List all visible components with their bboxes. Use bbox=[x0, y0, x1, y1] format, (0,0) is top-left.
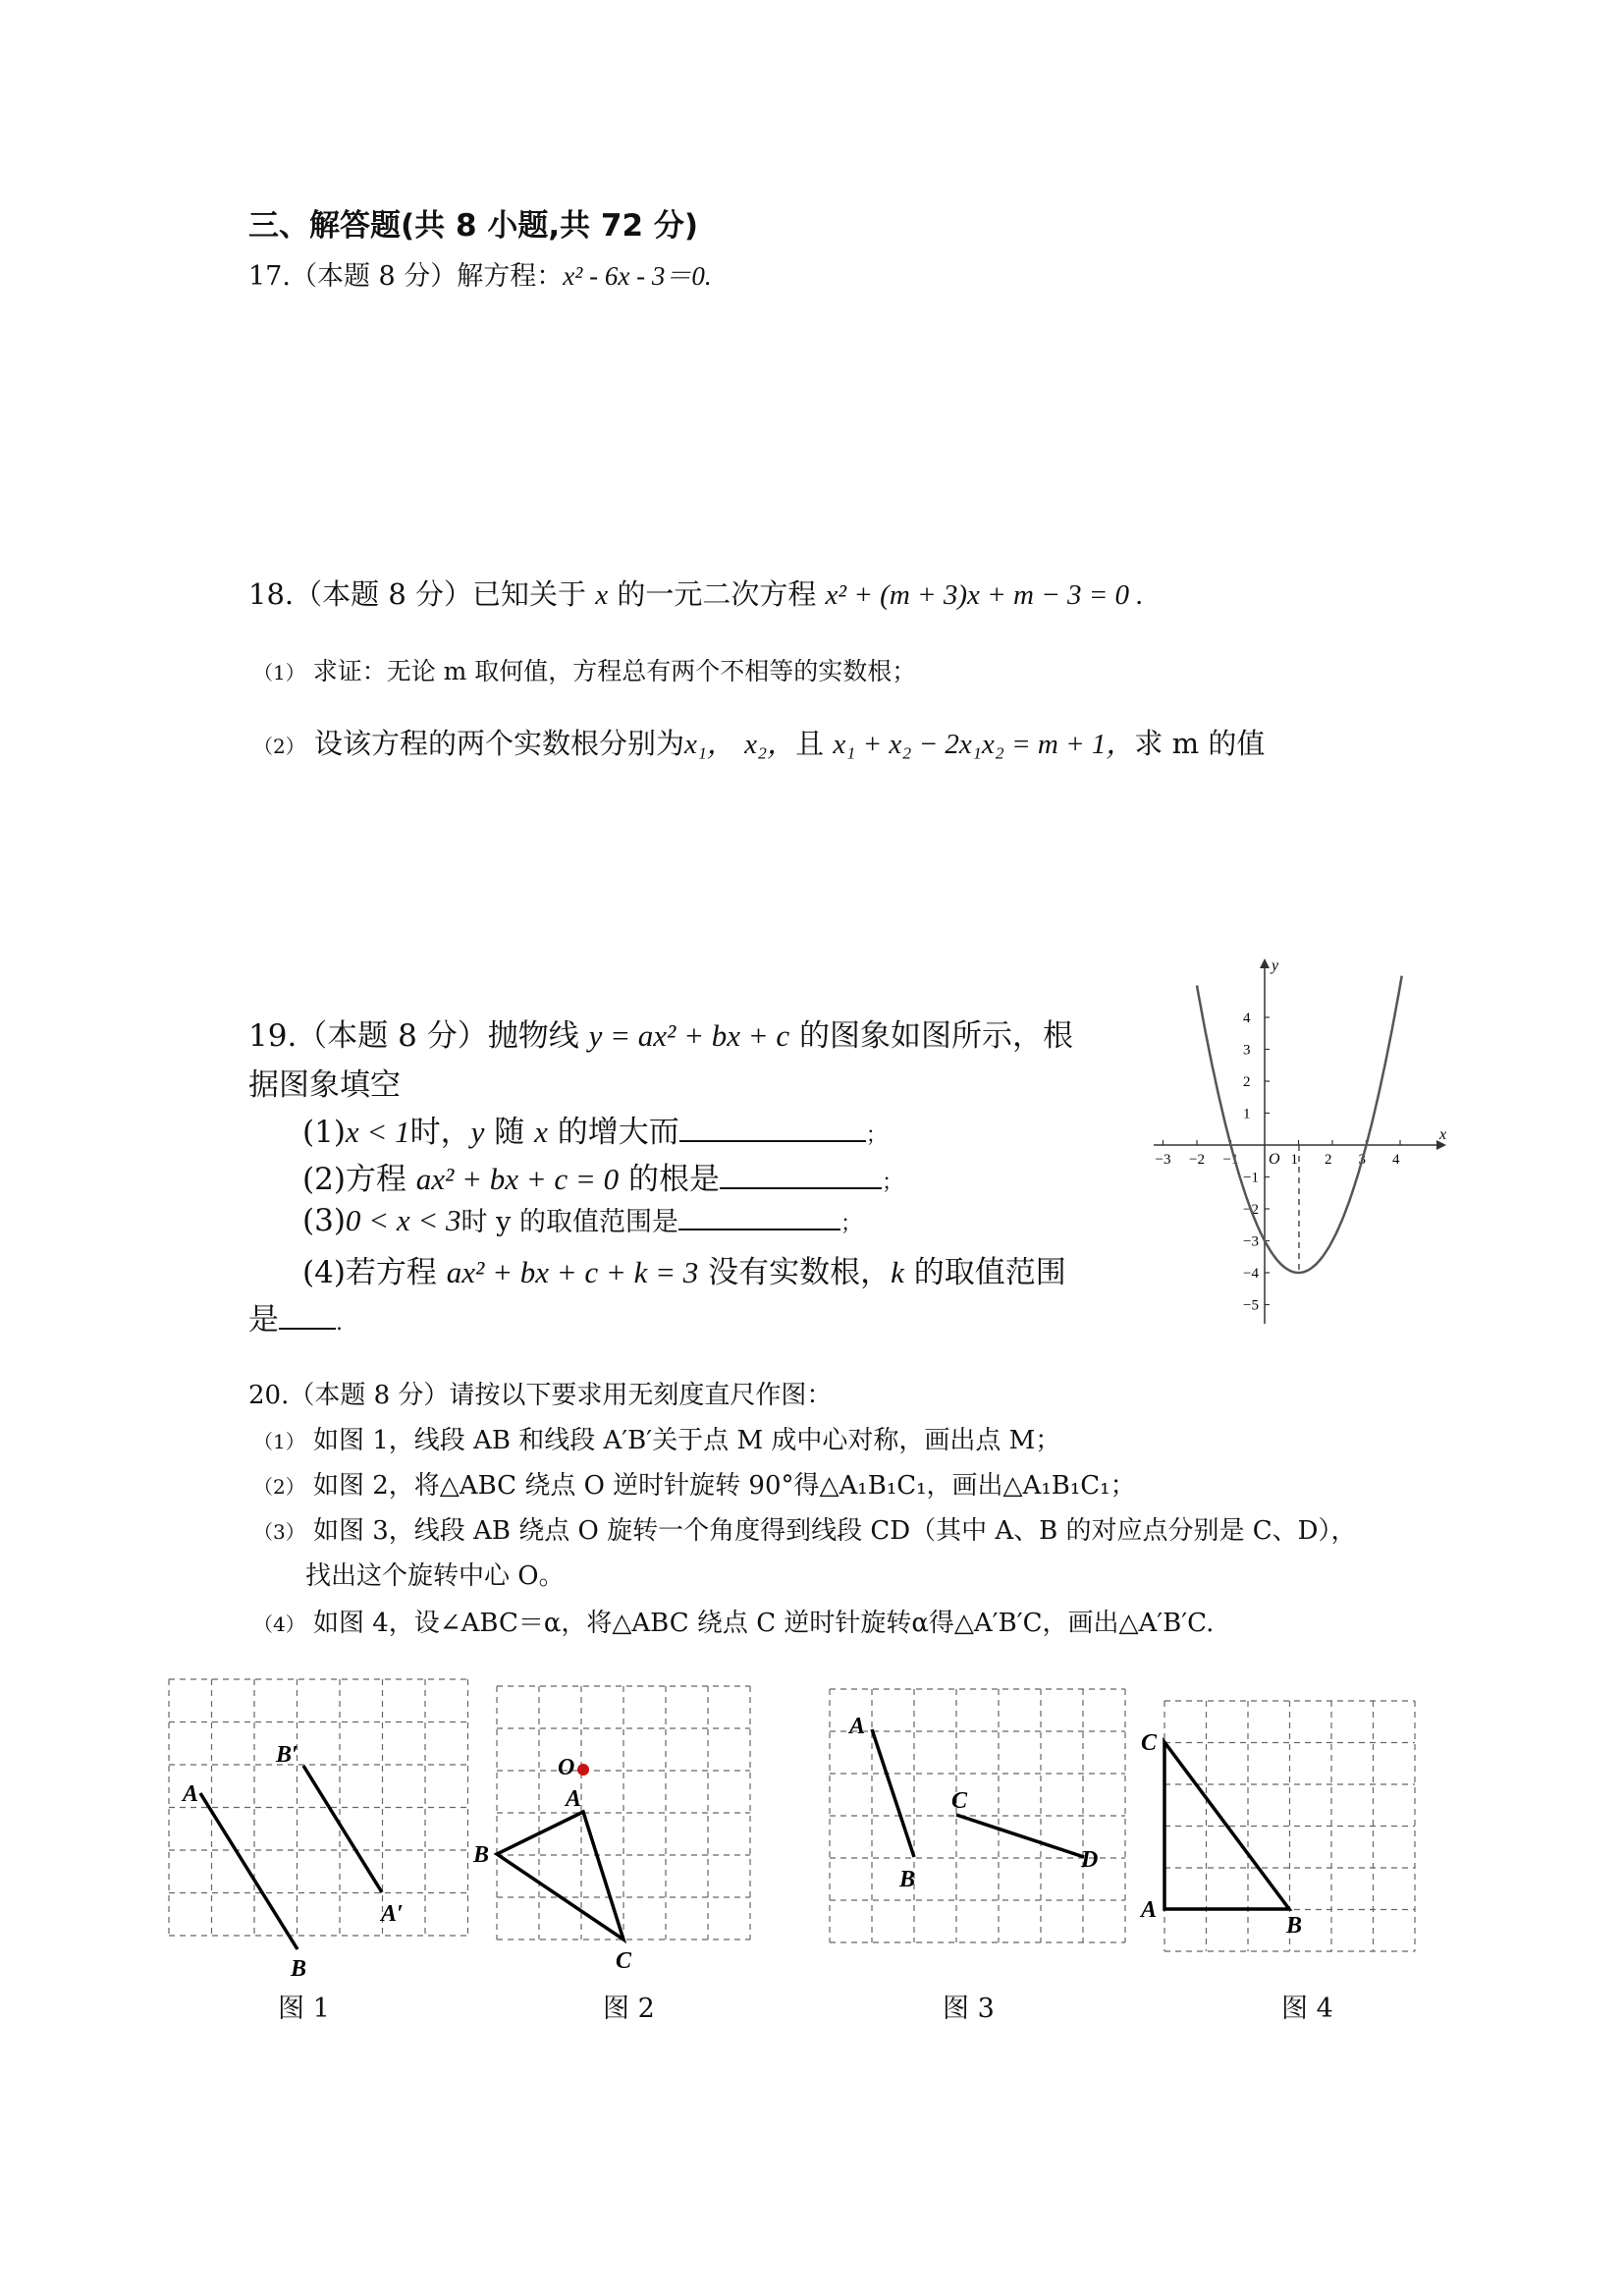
q17-equation: x² - 6x - 3＝0. bbox=[563, 261, 712, 291]
point-label-b: B bbox=[291, 1956, 307, 1982]
y-tick-label: −4 bbox=[1243, 1266, 1259, 1282]
figure-3 bbox=[820, 1669, 1134, 1964]
caption-fig2: 图 2 bbox=[603, 1994, 655, 2024]
q19-p1-y: y bbox=[470, 1115, 485, 1149]
q18-part1-num: （1） bbox=[253, 661, 305, 684]
triangle-abc bbox=[1164, 1742, 1289, 1909]
x-tick-label: 1 bbox=[1290, 1152, 1298, 1168]
q19-p2-a: (2)方程 bbox=[302, 1162, 416, 1197]
x-axis-label: x bbox=[1439, 1126, 1447, 1143]
segment-apbp bbox=[303, 1766, 382, 1892]
x-tick-label: 2 bbox=[1325, 1152, 1332, 1168]
figure-2 bbox=[461, 1660, 776, 1994]
x-tick-label: −2 bbox=[1189, 1152, 1205, 1168]
q18-part2-a: 设该方程的两个实数根分别为 bbox=[313, 727, 684, 760]
q19-p1-x: x bbox=[534, 1115, 548, 1149]
q20-part3-cont: 找出这个旋转中心 O。 bbox=[305, 1561, 565, 1591]
point-label-a: A bbox=[566, 1786, 582, 1812]
q19-p4-c: 没有实数根， bbox=[698, 1255, 892, 1290]
q19-p4-eq: ax² + bx + c + k = 3 bbox=[446, 1255, 699, 1289]
origin-label: O bbox=[1269, 1151, 1280, 1168]
q19-p2-c: 的根是 bbox=[619, 1162, 720, 1197]
caption-fig4: 图 4 bbox=[1281, 1994, 1333, 2024]
q18-prefix: 18.（本题 8 分）已知关于 bbox=[248, 577, 596, 611]
y-ticks bbox=[1243, 1011, 1270, 1314]
question-18 bbox=[248, 573, 1144, 613]
q20-part3 bbox=[253, 1510, 1356, 1547]
y-axis-arrow bbox=[1260, 958, 1270, 968]
q18-part2-c: 求 m 的值 bbox=[1134, 727, 1266, 760]
dashed-grid bbox=[169, 1679, 468, 1936]
point-label-c: C bbox=[951, 1788, 968, 1814]
point-label-d: D bbox=[1081, 1847, 1099, 1873]
q19-part2 bbox=[302, 1154, 903, 1198]
figure-4 bbox=[1129, 1679, 1424, 1974]
q19-p5-end: . bbox=[336, 1311, 343, 1336]
q19-p1-cond: x < 1 bbox=[345, 1115, 410, 1149]
q19-part4 bbox=[302, 1247, 1066, 1291]
y-tick-label: −5 bbox=[1243, 1297, 1259, 1314]
y-tick-label: 4 bbox=[1243, 1011, 1251, 1026]
point-label-a-prime: A′ bbox=[381, 1901, 404, 1927]
q18-mid: 的一元二次方程 bbox=[608, 577, 826, 611]
q19-p3-cond: 0 < x < 3 bbox=[345, 1203, 461, 1237]
q19-p2-end: ； bbox=[881, 1171, 903, 1195]
q19-p2-eq: ax² + bx + c = 0 bbox=[415, 1162, 620, 1196]
q19-line1-a: 19.（本题 8 分）抛物线 bbox=[248, 1018, 589, 1054]
y-tick-label: 1 bbox=[1243, 1106, 1251, 1122]
q19-p4-e: 的取值范围 bbox=[903, 1255, 1066, 1290]
answer-blank[interactable] bbox=[720, 1162, 882, 1189]
q18-part2-cond: x₁ + x₂ − 2x₁x₂ = m + 1， bbox=[833, 729, 1135, 760]
point-label-b: B bbox=[1286, 1913, 1303, 1939]
q20-part1 bbox=[253, 1420, 1060, 1456]
point-label-b: B bbox=[473, 1842, 490, 1868]
q19-line1-b: 的图象如图所示，根 bbox=[789, 1018, 1074, 1054]
q19-p3-end: ； bbox=[839, 1212, 862, 1236]
y-tick-label: −2 bbox=[1243, 1202, 1259, 1218]
x-tick-label: 3 bbox=[1358, 1152, 1366, 1168]
point-label-a: A bbox=[849, 1714, 866, 1739]
segment-ab bbox=[872, 1729, 914, 1857]
answer-blank[interactable] bbox=[679, 1115, 866, 1142]
y-axis-label: y bbox=[1272, 957, 1279, 974]
q20-p1-text: 如图 1，线段 AB 和线段 A′B′关于点 M 成中心对称，画出点 M； bbox=[313, 1426, 1061, 1455]
q19-part4-cont bbox=[248, 1294, 343, 1339]
q19-part1 bbox=[302, 1107, 888, 1151]
point-label-o: O bbox=[558, 1755, 575, 1780]
q20-p3-num: （3） bbox=[253, 1520, 305, 1544]
q18-var: x bbox=[595, 579, 609, 611]
point-label-b: B bbox=[899, 1867, 916, 1892]
segment-cd bbox=[956, 1815, 1084, 1857]
point-label-c: C bbox=[616, 1948, 632, 1974]
q18-part2-x2: x₂， bbox=[744, 729, 796, 760]
y-tick-label: 2 bbox=[1243, 1074, 1251, 1090]
question-17 bbox=[248, 254, 712, 293]
q20-p2-num: （2） bbox=[253, 1475, 305, 1499]
point-label-a: A bbox=[1141, 1897, 1158, 1923]
q20-intro: 20.（本题 8 分）请按以下要求用无刻度直尺作图： bbox=[248, 1381, 833, 1410]
q18-part1-text: 求证：无论 m 取何值，方程总有两个不相等的实数根； bbox=[312, 657, 917, 685]
q20-p2-text: 如图 2，将△ABC 绕点 O 逆时针旋转 90°得△A₁B₁C₁，画出△A₁B₁C₁； bbox=[313, 1471, 1136, 1501]
caption-fig3: 图 3 bbox=[943, 1994, 995, 2024]
q18-part2-num: （2） bbox=[253, 735, 305, 758]
answer-blank[interactable] bbox=[678, 1203, 840, 1230]
x-tick-label: 4 bbox=[1392, 1152, 1400, 1168]
q20-p3-text: 如图 3，线段 AB 绕点 O 旋转一个角度得到线段 CD（其中 A、B 的对应点分别是 C、D）， bbox=[313, 1516, 1357, 1546]
point-o bbox=[577, 1764, 589, 1776]
q20-p1-num: （1） bbox=[253, 1430, 305, 1453]
point-label-b-prime: B′ bbox=[276, 1742, 298, 1768]
q20-part4 bbox=[253, 1603, 1214, 1639]
dashed-grid bbox=[497, 1686, 750, 1940]
x-tick-label: −1 bbox=[1222, 1152, 1239, 1168]
q19-p5: 是 bbox=[248, 1302, 279, 1338]
q19-line1 bbox=[248, 1011, 1073, 1055]
q19-p4-k: k bbox=[891, 1255, 904, 1289]
y-tick-label: 3 bbox=[1243, 1042, 1251, 1059]
point-label-c: C bbox=[1141, 1730, 1158, 1756]
q20-p4-num: （4） bbox=[253, 1612, 305, 1636]
parabola-curve bbox=[1197, 976, 1402, 1273]
q19-p3-c: 时 y 的取值范围是 bbox=[460, 1207, 678, 1237]
q18-part1 bbox=[253, 652, 916, 687]
caption-fig1: 图 1 bbox=[278, 1994, 330, 2024]
y-tick-label: −1 bbox=[1243, 1170, 1259, 1186]
y-tick-label: −3 bbox=[1243, 1233, 1259, 1250]
q20-p4-text: 如图 4，设∠ABC＝α，将△ABC 绕点 C 逆时针旋转α得△A′B′C，画出△A′B′C. bbox=[313, 1609, 1215, 1638]
q18-part2-x1: x₁， bbox=[683, 729, 735, 760]
parabola-graph bbox=[1149, 953, 1453, 1326]
q19-p1-c: 时， bbox=[409, 1115, 471, 1150]
q18-part2-b: 且 bbox=[795, 727, 825, 760]
triangle-abc bbox=[497, 1812, 623, 1940]
x-tick-label: −3 bbox=[1155, 1152, 1171, 1168]
figure-1 bbox=[157, 1660, 481, 1994]
q19-p3-a: (3) bbox=[302, 1203, 346, 1238]
q19-p4-a: (4)若方程 bbox=[302, 1255, 447, 1290]
section-title: 三、解答题(共 8 小题,共 72 分) bbox=[248, 208, 698, 244]
q20-part2 bbox=[253, 1465, 1136, 1502]
dashed-grid bbox=[830, 1689, 1125, 1942]
q19-line2: 据图象填空 bbox=[248, 1067, 401, 1103]
q19-part3 bbox=[302, 1200, 862, 1238]
q18-part2 bbox=[253, 722, 1265, 762]
q19-p1-num: (1) bbox=[302, 1115, 346, 1150]
segment-ab bbox=[200, 1793, 298, 1949]
point-label-a: A bbox=[183, 1781, 199, 1807]
q19-p1-end: ； bbox=[865, 1123, 888, 1148]
q19-p1-g: 的增大而 bbox=[547, 1115, 679, 1150]
answer-blank[interactable] bbox=[279, 1302, 336, 1330]
q19-p1-e: 随 bbox=[484, 1115, 535, 1150]
q17-prefix: 17.（本题 8 分）解方程： bbox=[248, 261, 564, 292]
q19-line1-eq: y = ax² + bx + c bbox=[588, 1018, 790, 1053]
q18-equation: x² + (m + 3)x + m − 3 = 0 . bbox=[825, 579, 1144, 611]
